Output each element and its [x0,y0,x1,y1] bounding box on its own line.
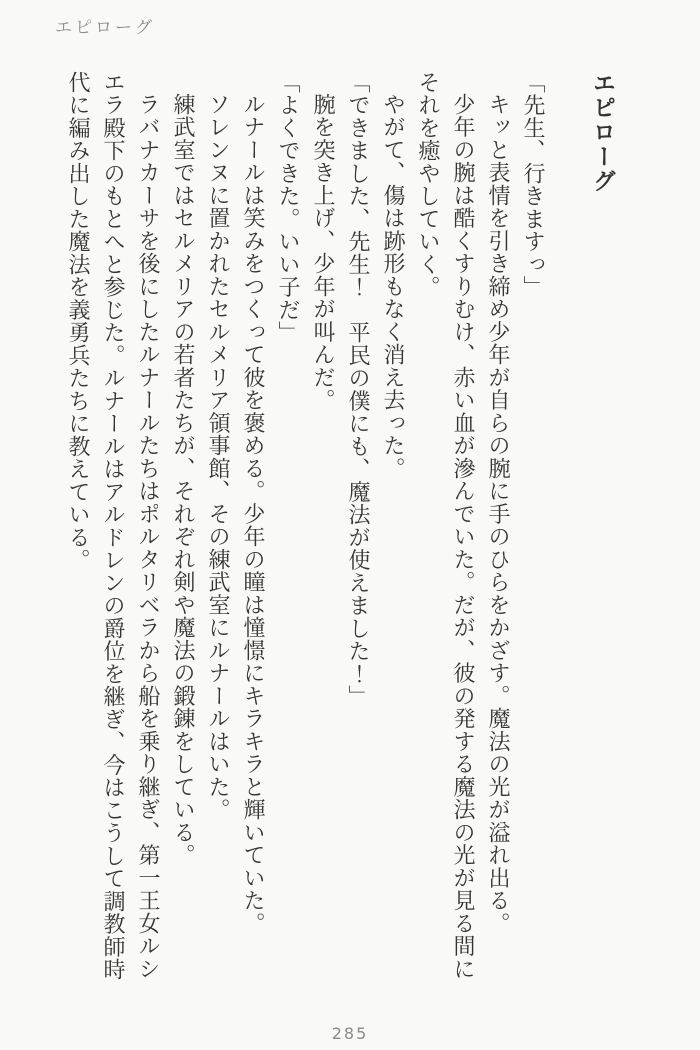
paragraph: やがて、傷は跡形もなく消え去った。 [380,93,405,480]
paragraph: キッと表情を引き締め少年が自らの腕に手のひらをかざす。魔法の光が溢れ出る。 [485,93,510,935]
chapter-title: エピローグ [589,71,616,194]
paragraph-dialogue: 「先生、行きますっ」 [520,71,545,299]
paragraph: ソレンヌに置かれたセルメリア領事館、その練武室にルナールはいた。 [205,93,230,821]
paragraph-dialogue: 「できました、先生！ 平民の僕にも、魔法が使えました！」 [345,71,370,708]
paragraph: ラバナカーサを後にしたルナールたちはポルタリベラから船を乗り継ぎ、第一王女ルシエラ殿下のもとへと参じた。ルナールはアルドレンの爵位を継ぎ、今はこうして調教師時代に編み出した魔法を義勇兵たちに教えている。 [65,71,160,981]
paragraph: 腕を突き上げ、少年が叫んだ。 [310,93,335,412]
paragraph: 少年の腕は酷くすりむけ、赤い血が滲んでいた。だが、彼の発する魔法の光が見る間にそれを癒やしていく。 [415,71,475,981]
paragraph-dialogue: 「よくできた。いい子だ」 [275,71,300,344]
paragraph: 練武室ではセルメリアの若者たちが、それぞれ剣や魔法の鍛錬をしている。 [170,93,195,867]
paragraph: ルナールは笑みをつくって彼を褒める。少年の瞳は憧憬にキラキラと輝いていた。 [240,93,265,935]
main-text-block [60,71,620,985]
running-header: エピローグ [55,18,155,38]
page-number: 285 [331,1024,369,1043]
